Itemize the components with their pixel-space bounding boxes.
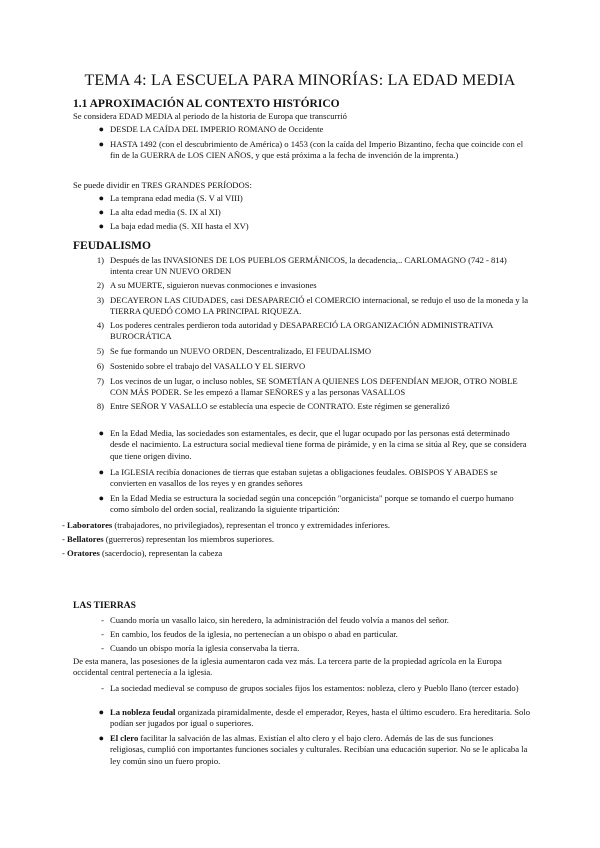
numbered-item: 5) Se fue formando un NUEVO ORDEN, Descentralizado, El FEUDALISMO bbox=[96, 346, 372, 356]
estate-oratores: - Oratores (sacerdocio), representan la cabeza bbox=[62, 548, 223, 558]
estate-bellatores: - Bellatores (guerreros) representan los miembros superiores. bbox=[62, 534, 275, 544]
list-item: ● La baja edad media (S. XII hasta el XV) bbox=[110, 221, 530, 232]
numbered-item: 3) DECAYERON LAS CIUDADES, casi DESAPARECIÓ el COMERCIO internacional, se redujo el uso de la moneda y la TIERRA QUEDÓ COMO LA PRINCIPAL RIQUEZA. bbox=[96, 295, 529, 317]
numbered-item: 1) Después de las INVASIONES DE LOS PUEBLOS GERMÁNICOS, la decadencia,.. CARLOMAGNO (742 - 814) intenta crear UN NUEVO ORDEN bbox=[96, 255, 507, 277]
section-heading-context: 1.1 APROXIMACIÓN AL CONTEXTO HISTÓRICO bbox=[73, 98, 340, 110]
document-title: TEMA 4: LA ESCUELA PARA MINORÍAS: LA EDAD MEDIA bbox=[84, 72, 516, 89]
bullet-icon: ● bbox=[98, 493, 104, 503]
possessions-paragraph: De esta manera, las posesiones de la iglesia aumentaron cada vez más. La tercera parte de la propiedad agrícola en la Europa occidental central pertenecía a la iglesia. bbox=[73, 656, 502, 678]
list-item: ● El clero facilitar la salvación de las almas. Existían el alto clero y el bajo clero. Además de las de sus funciones religiosas, cumplió con importantes funciones sociales y culturales. Recibían una educación superior. No se le aplicaba la ley común sino un fuero propio. bbox=[110, 733, 530, 767]
list-item: ● La nobleza feudal organizada piramidalmente, desde el emperador, Reyes, hasta el último escudero. Era hereditaria. Solo podían ser jugados por igual o superiores. bbox=[110, 707, 530, 730]
list-item: ● En la Edad Media, las sociedades son estamentales, es decir, que el lugar ocupado por las personas está determinado desde el nacimiento. La estructura social medieval tiene forma de pirámide, y en la cima se sitúa al Rey, que se considera que tiene origen divino. bbox=[110, 428, 530, 462]
list-item: ● DESDE LA CAÍDA DEL IMPERIO ROMANO de Occidente bbox=[110, 124, 530, 135]
list-item: ● HASTA 1492 (con el descubrimiento de América) o 1453 (con la caída del Imperio Bizantino, fecha que coincide con el fin de la GUERRA de LOS CIEN AÑOS, y que está próxima a la fecha de invención de la imprenta.) bbox=[110, 139, 530, 162]
list-item: ● La alta edad media (S. IX al XI) bbox=[110, 207, 530, 218]
section-heading-tierras: LAS TIERRAS bbox=[73, 601, 136, 611]
bullet-icon: ● bbox=[98, 207, 104, 217]
dash-item: - Cuando un obispo moría la iglesia conservaba la tierra. bbox=[101, 643, 300, 653]
numbered-item: 6) Sostenido sobre el trabajo del VASALLO Y EL SIERVO bbox=[96, 361, 306, 371]
divide-text: Se puede dividir en TRES GRANDES PERÍODOS: bbox=[73, 180, 252, 190]
bullet-icon: ● bbox=[98, 707, 104, 717]
bullet-icon: ● bbox=[98, 428, 104, 438]
numbered-item: 4) Los poderes centrales perdieron toda autoridad y DESAPARECIÓ LA ORGANIZACIÓN ADMINISTRATIVA BUROCRÁTICA bbox=[96, 320, 493, 342]
bullet-icon: ● bbox=[98, 124, 104, 134]
bullet-icon: ● bbox=[98, 221, 104, 231]
section-heading-feudalismo: FEUDALISMO bbox=[73, 240, 151, 252]
bullet-icon: ● bbox=[98, 193, 104, 203]
bullet-icon: ● bbox=[98, 139, 104, 149]
dash-item: - La sociedad medieval se compuso de grupos sociales fijos los estamentos: nobleza, clero y Pueblo llano (tercer estado) bbox=[101, 683, 519, 693]
bullet-icon: ● bbox=[98, 733, 104, 743]
list-item: ● En la Edad Media se estructura la sociedad según una concepción "organicista" porque se tomando el cuerpo humano como símbolo del orden social, realizando la siguiente tripartición: bbox=[110, 493, 530, 516]
dash-item: - En cambio, los feudos de la iglesia, no pertenecían a un obispo o abad en particular. bbox=[101, 629, 398, 639]
dash-item: - Cuando moría un vasallo laico, sin heredero, la administración del feudo volvía a manos del señor. bbox=[101, 615, 449, 625]
bullet-icon: ● bbox=[98, 467, 104, 477]
list-item: ● La temprana edad media (S. V al VIII) bbox=[110, 193, 530, 204]
numbered-item: 8) Entre SEÑOR Y VASALLO se establecía una especie de CONTRATO. Este régimen se generalizó bbox=[96, 401, 450, 411]
estate-laboratores: - Laboratores (trabajadores, no privilegiados), representan el tronco y extremidades inferiores. bbox=[62, 520, 390, 530]
numbered-item: 2) A su MUERTE, siguieron nuevas conmociones e invasiones bbox=[96, 280, 317, 290]
intro-text: Se considera EDAD MEDIA al periodo de la historia de Europa que transcurrió bbox=[73, 111, 347, 121]
numbered-item: 7) Los vecinos de un lugar, o incluso nobles, SE SOMETÍAN A QUIENES LOS DEFENDÍAN MEJOR, OTRO NOBLE CON MÁS PODER. Se les empezó a llamar SEÑORES y a las personas VASALLOS bbox=[96, 376, 518, 398]
list-item: ● La IGLESIA recibía donaciones de tierras que estaban sujetas a obligaciones feudales. OBISPOS Y ABADES se convierten en vasallos de los reyes y en grandes señores bbox=[110, 467, 530, 490]
